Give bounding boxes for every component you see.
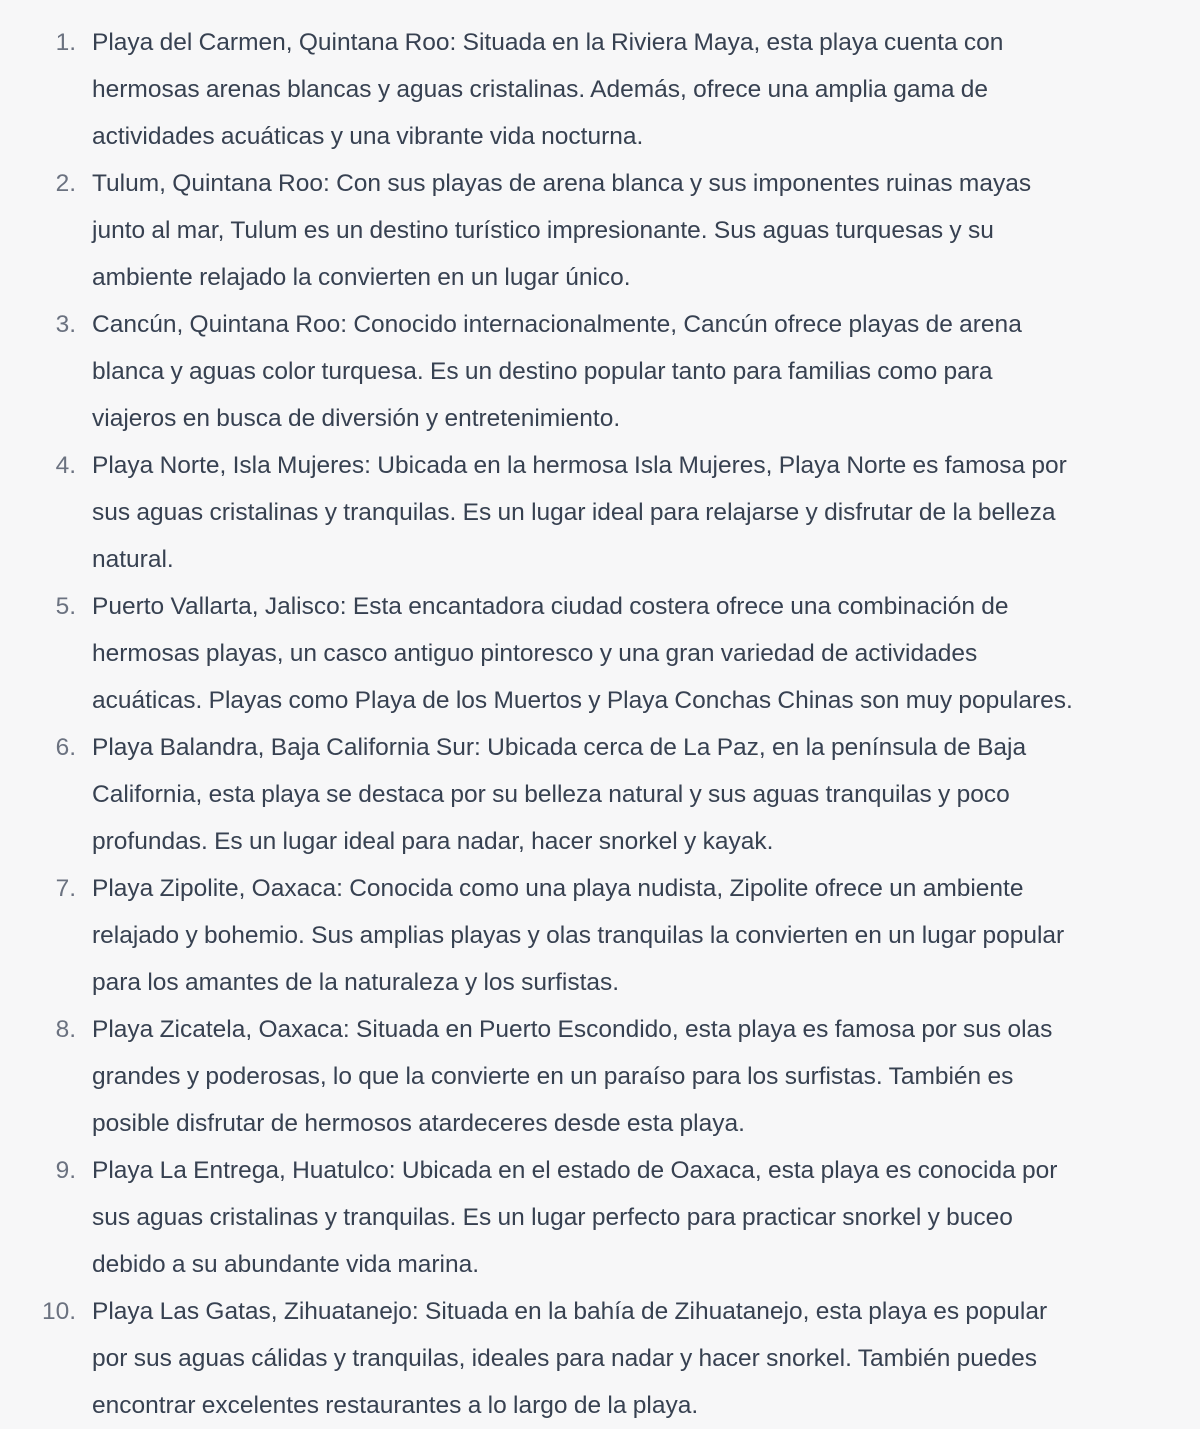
list-item-number: 6. [55,734,76,761]
list-item-3 [0,301,1200,442]
list-item-text: Playa Norte, Isla Mujeres: Ubicada en la hermosa Isla Mujeres, Playa Norte es famosa por sus aguas cristalinas y tranquilas. Es un lugar ideal para relajarse y disfrutar de la belleza natural. [92,452,1067,573]
list-item-8 [0,1006,1200,1147]
beach-list [0,19,1200,1429]
list-item-text: Cancún, Quintana Roo: Conocido internacionalmente, Cancún ofrece playas de arena blanca y aguas color turquesa. Es un destino popular tanto para familias como para viajeros en busca de diversión y entretenimiento. [92,311,1022,432]
list-item-number: 9. [55,1157,76,1184]
list-item-text: Playa Zicatela, Oaxaca: Situada en Puerto Escondido, esta playa es famosa por sus olas grandes y poderosas, lo que la convierte en un paraíso para los surfistas. También es posible disfrutar de hermosos atardeceres desde esta playa. [92,1016,1053,1137]
list-item-text: Playa Zipolite, Oaxaca: Conocida como una playa nudista, Zipolite ofrece un ambiente relajado y bohemio. Sus amplias playas y olas tranquilas la convierten en un lugar popular para los amantes de la naturaleza y los surfistas. [92,875,1065,996]
list-item-1 [0,19,1200,160]
list-item-5 [0,583,1200,724]
list-item-text: Playa Las Gatas, Zihuatanejo: Situada en la bahía de Zihuatanejo, esta playa es popular por sus aguas cálidas y tranquilas, ideales para nadar y hacer snorkel. También puedes encontrar excelentes restaurantes a lo largo de la playa. [92,1298,1048,1419]
list-item-text: Playa Balandra, Baja California Sur: Ubicada cerca de La Paz, en la península de Baja California, esta playa se destaca por su belleza natural y sus aguas tranquilas y poco profundas. Es un lugar ideal para nadar, hacer snorkel y kayak. [92,734,1027,855]
list-item-number: 8. [55,1016,76,1043]
list-item-7 [0,865,1200,1006]
list-item-number: 7. [55,875,76,902]
list-item-number: 2. [55,170,76,197]
list-item-4 [0,442,1200,583]
list-item-number: 1. [55,29,76,56]
list-item-number: 4. [55,452,76,479]
list-item-number: 10. [41,1298,76,1325]
list-item-2 [0,160,1200,301]
list-item-text: Tulum, Quintana Roo: Con sus playas de arena blanca y sus imponentes ruinas mayas junto al mar, Tulum es un destino turístico impresionante. Sus aguas turquesas y su ambiente relajado la convierten en un lugar único. [92,170,1032,291]
list-item-text: Puerto Vallarta, Jalisco: Esta encantadora ciudad costera ofrece una combinación de hermosas playas, un casco antiguo pintoresco y una gran variedad de actividades acuáticas. Playas como Playa de los Muertos y Playa Conchas Chinas son muy populares. [92,593,1073,714]
list-item-text: Playa La Entrega, Huatulco: Ubicada en el estado de Oaxaca, esta playa es conocida por sus aguas cristalinas y tranquilas. Es un lugar perfecto para practicar snorkel y buceo debido a su abundante vida marina. [92,1157,1058,1278]
list-item-10 [0,1288,1200,1429]
list-item-9 [0,1147,1200,1288]
list-item-6 [0,724,1200,865]
list-item-number: 5. [55,593,76,620]
list-item-text: Playa del Carmen, Quintana Roo: Situada en la Riviera Maya, esta playa cuenta con hermosas arenas blancas y aguas cristalinas. Además, ofrece una amplia gama de actividades acuáticas y una vibrante vida nocturna. [92,29,1004,150]
list-item-number: 3. [55,311,76,338]
